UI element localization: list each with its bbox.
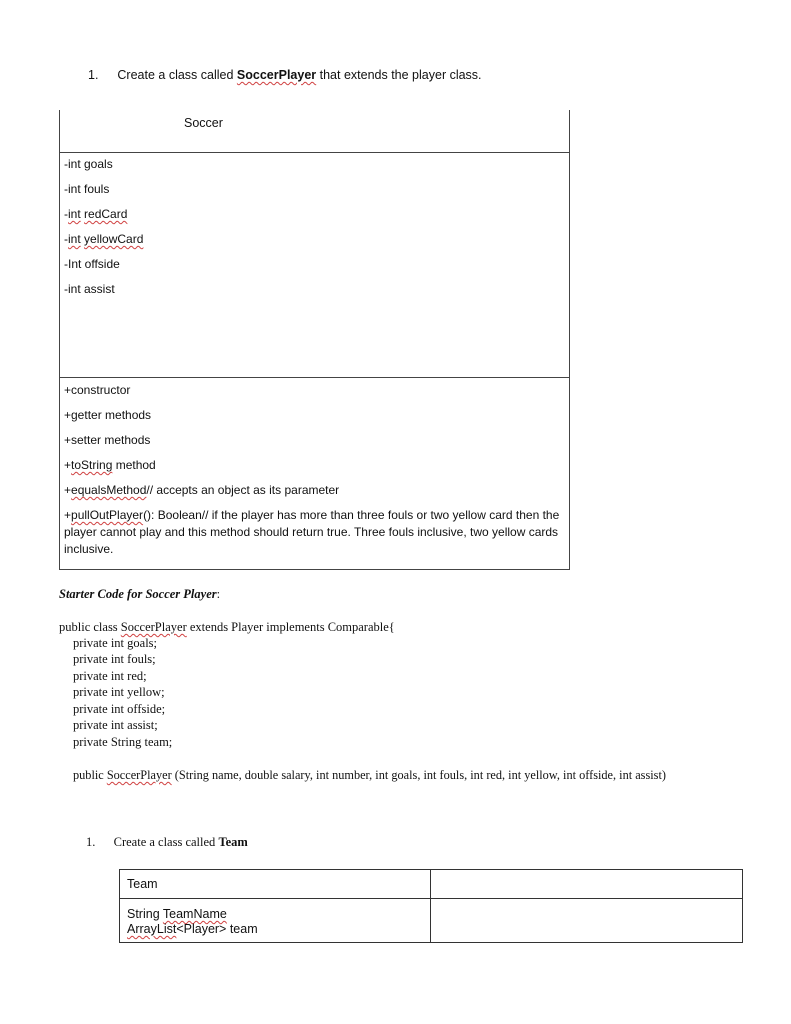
table-row [120,870,743,899]
code-constructor: public SoccerPlayer (String name, double salary, int number, int goals, int fouls, int red, int yellow, int offside, int assist) [73,768,666,782]
class-name-team: Team [218,835,248,849]
uml-divider-attributes [59,377,570,378]
code-field: private int offside; [73,702,166,716]
uml-left-border [59,110,60,570]
code-class-declaration: public class SoccerPlayer extends Player implements Comparable{ [59,620,395,634]
uml-attribute-yellowcard: -int yellowCard [64,232,144,246]
uml-class-box [59,110,570,570]
uml-method-equals: +equalsMethod// accepts an object as its parameter [64,483,340,497]
code-field: private int yellow; [73,685,165,699]
code-field: private String team; [73,735,173,749]
uml-method: +getter methods [64,408,152,422]
uml-class-title: Soccer [184,116,223,130]
class-name-soccerplayer: SoccerPlayer [236,68,317,82]
table-cell-empty [431,899,743,943]
uml-method: +constructor [64,383,131,397]
team-table [119,869,743,943]
uml-bottom-border [59,569,570,570]
instruction-prefix: Create a class called [113,835,219,849]
uml-attribute: -Int offside [64,257,120,271]
uml-right-border [569,110,570,570]
instruction-suffix: that extends the player class. [316,68,482,82]
code-field: private int red; [73,669,147,683]
uml-divider-title [59,152,570,153]
code-field: private int goals; [73,636,158,650]
uml-attribute: -int fouls [64,182,110,196]
uml-method: +setter methods [64,433,151,447]
instruction-prefix: Create a class called [117,68,237,82]
instruction-team [86,835,248,850]
table-row [120,899,743,943]
starter-code-heading: Starter Code for Soccer Player: [59,587,221,601]
uml-attribute: -int assist [64,282,115,296]
uml-attribute-redcard: -int redCard [64,207,128,221]
code-field: private int assist; [73,718,158,732]
instruction-soccerplayer [88,68,482,82]
team-table-header: Team [120,870,431,899]
uml-attribute: -int goals [64,157,113,171]
list-number: 1. [86,835,96,849]
code-field: private int fouls; [73,652,156,666]
team-field-arraylist: ArrayList<Player> team [127,922,258,936]
uml-method-pulloutplayer: +pullOutPlayer(): Boolean// if the player has more than three fouls or two yellow card then the player cannot play and this method should return true. Three fouls inclusive, two yellow cards inclusive. [64,508,560,556]
team-field-teamname: String TeamName [127,907,227,921]
team-table-fields [120,899,431,943]
uml-method-tostring: +toString method [64,458,156,472]
list-number: 1. [88,68,99,82]
table-cell-empty [431,870,743,899]
